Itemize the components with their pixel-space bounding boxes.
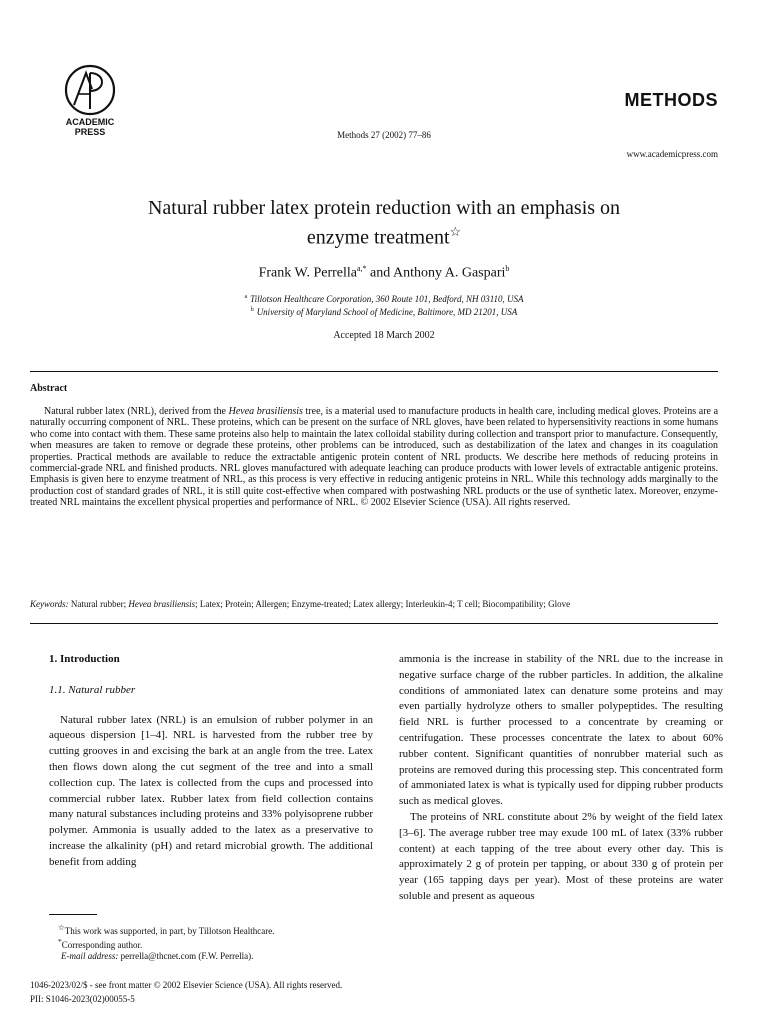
keywords (30, 599, 730, 609)
abstract-bottom-rule (30, 623, 718, 624)
footnote-star-mark: ☆ (58, 923, 65, 932)
publisher-name-line1: ACADEMIC (65, 117, 115, 127)
abstract-top-rule (30, 371, 718, 372)
affiliation-a-mark: a (244, 294, 248, 300)
footnote-funding-text: This work was supported, in part, by Tillotson Healthcare. (64, 926, 275, 936)
author-1: Frank W. Perrella (258, 265, 357, 281)
affiliation-a-text: Tillotson Healthcare Corporation, 360 Route 101, Bedford, NH 03110, USA (250, 294, 524, 304)
keywords-part1: Natural rubber; (68, 599, 129, 609)
footnote-corr-mark: * (58, 937, 62, 946)
email-label: E-mail address: (61, 951, 119, 961)
abstract-text-part1: Natural rubber latex (NRL), derived from the (44, 406, 229, 417)
article-title (60, 196, 708, 250)
left-paragraph: Natural rubber latex (NRL) is an emulsion of rubber polymer in an aqueous dispersion [1–4]. NRL is harvested from the rubber tree by cutting grooves in and excising the bark at an angle from the tree. Latex then flows down along the cut segment of the tree and into a small collection cup. The latex is collected from the cups and processed into commercial rubber latex. Rubber latex from field collection contains many natural substances including proteins and 33% polyisoprene rubber polymer. Ammonia is usually added to the latex as a preservative to increase the alkalinity (pH) and retard microbial growth. The additional benefit from adding (49, 713, 373, 868)
affiliation-b-mark: b (250, 307, 254, 313)
title-star-mark: ☆ (449, 224, 462, 239)
ap-logo-icon (62, 63, 118, 117)
accepted-date: Accepted 18 March 2002 (333, 330, 435, 341)
keywords-part2: ; Latex; Protein; Allergen; Enzyme-treated; Latex allergy; Interleukin-4; T cell; Biocompatibility; Glove (195, 599, 571, 609)
abstract-text-part2: tree, is a material used to manufacture products in health care, including medical gloves. Proteins are a naturally occurring component of NRL. These proteins, which can be present on the surface of NRL gloves, have been related to hypersensitivity reactions in some humans who come into contact with them. These same proteins also help to maintain the latex colloidal stability during collection and transport prior to manufacture. Consequently, when measures are taken to remove or degrade these proteins, other problems can be introduced, such as destabilization of the latex and changes in its coagulation properties. Practical methods are available to reduce the extractable antigenic protein content of NRL products. We describe here methods of reducing proteins in commercial-grade NRL and finished products. NRL gloves manufactured with adequate leaching can produce products with lower levels of extractable antigenic proteins. Emphasis is given here to enzyme treatment of NRL, as this process is very effective in reducing antigenic proteins in NRL. While this technology adds marginally to the production cost of standard grades of NRL, it is still quite cost-effective when compared with postwashing NRL products or the use of synthetic latex. Moreover, enzyme-treated NRL maintains the excellent physical properties and performance of NRL. © 2002 Elsevier Science (USA). All rights reserved. (30, 406, 719, 509)
email-value[interactable]: perrella@thcnet.com (F.W. Perrella). (118, 951, 254, 961)
footnote-corr-text: Corresponding author. (61, 940, 143, 950)
copyright-line: 1046-2023/02/$ - see front matter © 2002 Elsevier Science (USA). All rights reserved. (30, 980, 343, 990)
author-2: Anthony A. Gaspari (393, 265, 506, 281)
subsection-heading: 1.1. Natural rubber (49, 683, 136, 696)
title-line1: Natural rubber latex protein reduction with an emphasis on (147, 197, 621, 219)
body-left-column (49, 652, 373, 871)
footnote-corresponding (49, 936, 369, 951)
publisher-name-line2: PRESS (74, 127, 106, 137)
author-1-affiliation: a,* (356, 264, 367, 273)
author-separator: and (366, 265, 393, 281)
keywords-label: Keywords: (30, 599, 69, 609)
footnote-email (49, 950, 369, 962)
footnote-funding (49, 922, 369, 937)
right-paragraph-2: The proteins of NRL constitute about 2% by weight of the field latex [3–6]. The average rubber tree may exude 100 mL of latex (33% rubber content) at each tapping of the tree about every other day. This is approximately 2 g of protein per tapping, or about 330 g of protein per year (165 tapping days per year). Most of these proteins are water soluble and present as aqueous (399, 810, 723, 902)
footnote-rule (49, 914, 97, 915)
authors (60, 264, 708, 282)
affiliation-a (60, 294, 708, 304)
pii-line: PII: S1046-2023(02)00055-5 (30, 994, 135, 1004)
keywords-species: Hevea brasiliensis (128, 599, 196, 609)
journal-url[interactable]: www.academicpress.com (626, 149, 718, 159)
section-heading: 1. Introduction (49, 653, 120, 665)
affiliation-b-text: University of Maryland School of Medicine, Baltimore, MD 21201, USA (256, 307, 518, 317)
affiliation-b (60, 307, 708, 317)
abstract-text (30, 406, 718, 509)
title-line2-text: enzyme treatment (306, 226, 450, 249)
journal-citation: Methods 27 (2002) 77–86 (337, 130, 431, 140)
journal-logo: METHODS (624, 90, 718, 110)
publisher-logo (60, 63, 120, 137)
right-paragraph-1: ammonia is the increase in stability of the NRL due to the increase in negative surface charge of the rubber particles. In addition, the alkaline conditions of ammoniated latex can denature some proteins and may even partially hydrolyze others to smaller polypeptides. The resulting field NRL is further processed to a concentrate by creaming or centrifugation. These processes concentrate the latex to about 60% rubber content. Significant quantities of nonrubber material such as proteins are removed during this processing step. This concentrated form of ammoniated latex is what is typically used for dipping rubber products such as medical gloves. (399, 653, 723, 808)
author-2-affiliation: b (505, 264, 510, 273)
abstract-heading: Abstract (30, 383, 68, 394)
body-right-column (399, 652, 723, 905)
title-line2 (60, 220, 708, 250)
abstract-species-name: Hevea brasiliensis (228, 406, 303, 417)
